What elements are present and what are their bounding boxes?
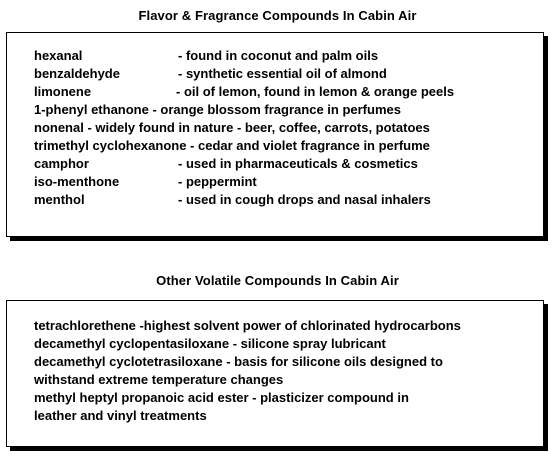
compound-description: - used in cough drops and nasal inhalers (178, 192, 431, 207)
list-item (34, 119, 534, 137)
compound-description: - peppermint (178, 174, 257, 189)
list-item (34, 83, 534, 101)
flavor-section-title: Flavor & Fragrance Compounds In Cabin Air (138, 8, 417, 23)
list-item (34, 65, 534, 83)
text-line: decamethyl cyclopentasiloxane - silicone spray lubricant (34, 336, 386, 351)
list-item (34, 155, 534, 173)
compound-description: - found in coconut and palm oils (178, 48, 379, 63)
compound-description: - oil of lemon, found in lemon & orange peels (176, 84, 455, 99)
list-item (34, 137, 534, 155)
list-item (34, 191, 534, 209)
compound-description: - used in pharmaceuticals & cosmetics (178, 156, 418, 171)
compound-name: benzaldehyde (34, 66, 120, 81)
text-line: leather and vinyl treatments (34, 408, 207, 423)
compound-name: menthol (34, 192, 85, 207)
volatile-compounds-panel (6, 300, 544, 447)
compound-description: - synthetic essential oil of almond (178, 66, 387, 81)
compound-line: 1-phenyl ethanone - orange blossom fragrance in perfumes (34, 102, 401, 117)
list-item (34, 173, 534, 191)
text-line: decamethyl cyclotetrasiloxane - basis for silicone oils designed to (34, 354, 443, 369)
compound-name: hexanal (34, 48, 83, 63)
compound-line: trimethyl cyclohexanone - cedar and violet fragrance in perfume (34, 138, 430, 153)
compound-line: nonenal - widely found in nature - beer, coffee, carrots, potatoes (34, 120, 430, 135)
compound-name: camphor (34, 156, 89, 171)
volatile-section-title: Other Volatile Compounds In Cabin Air (156, 273, 399, 288)
compound-name: iso-menthone (34, 174, 120, 189)
text-line: methyl heptyl propanoic acid ester - plasticizer compound in (34, 390, 409, 405)
list-item (34, 101, 534, 119)
flavor-compounds-panel (6, 32, 544, 237)
text-line: withstand extreme temperature changes (34, 372, 284, 387)
list-item (34, 47, 534, 65)
compound-name: limonene (34, 84, 92, 99)
text-line: tetrachlorethene -highest solvent power of chlorinated hydrocarbons (34, 318, 461, 333)
